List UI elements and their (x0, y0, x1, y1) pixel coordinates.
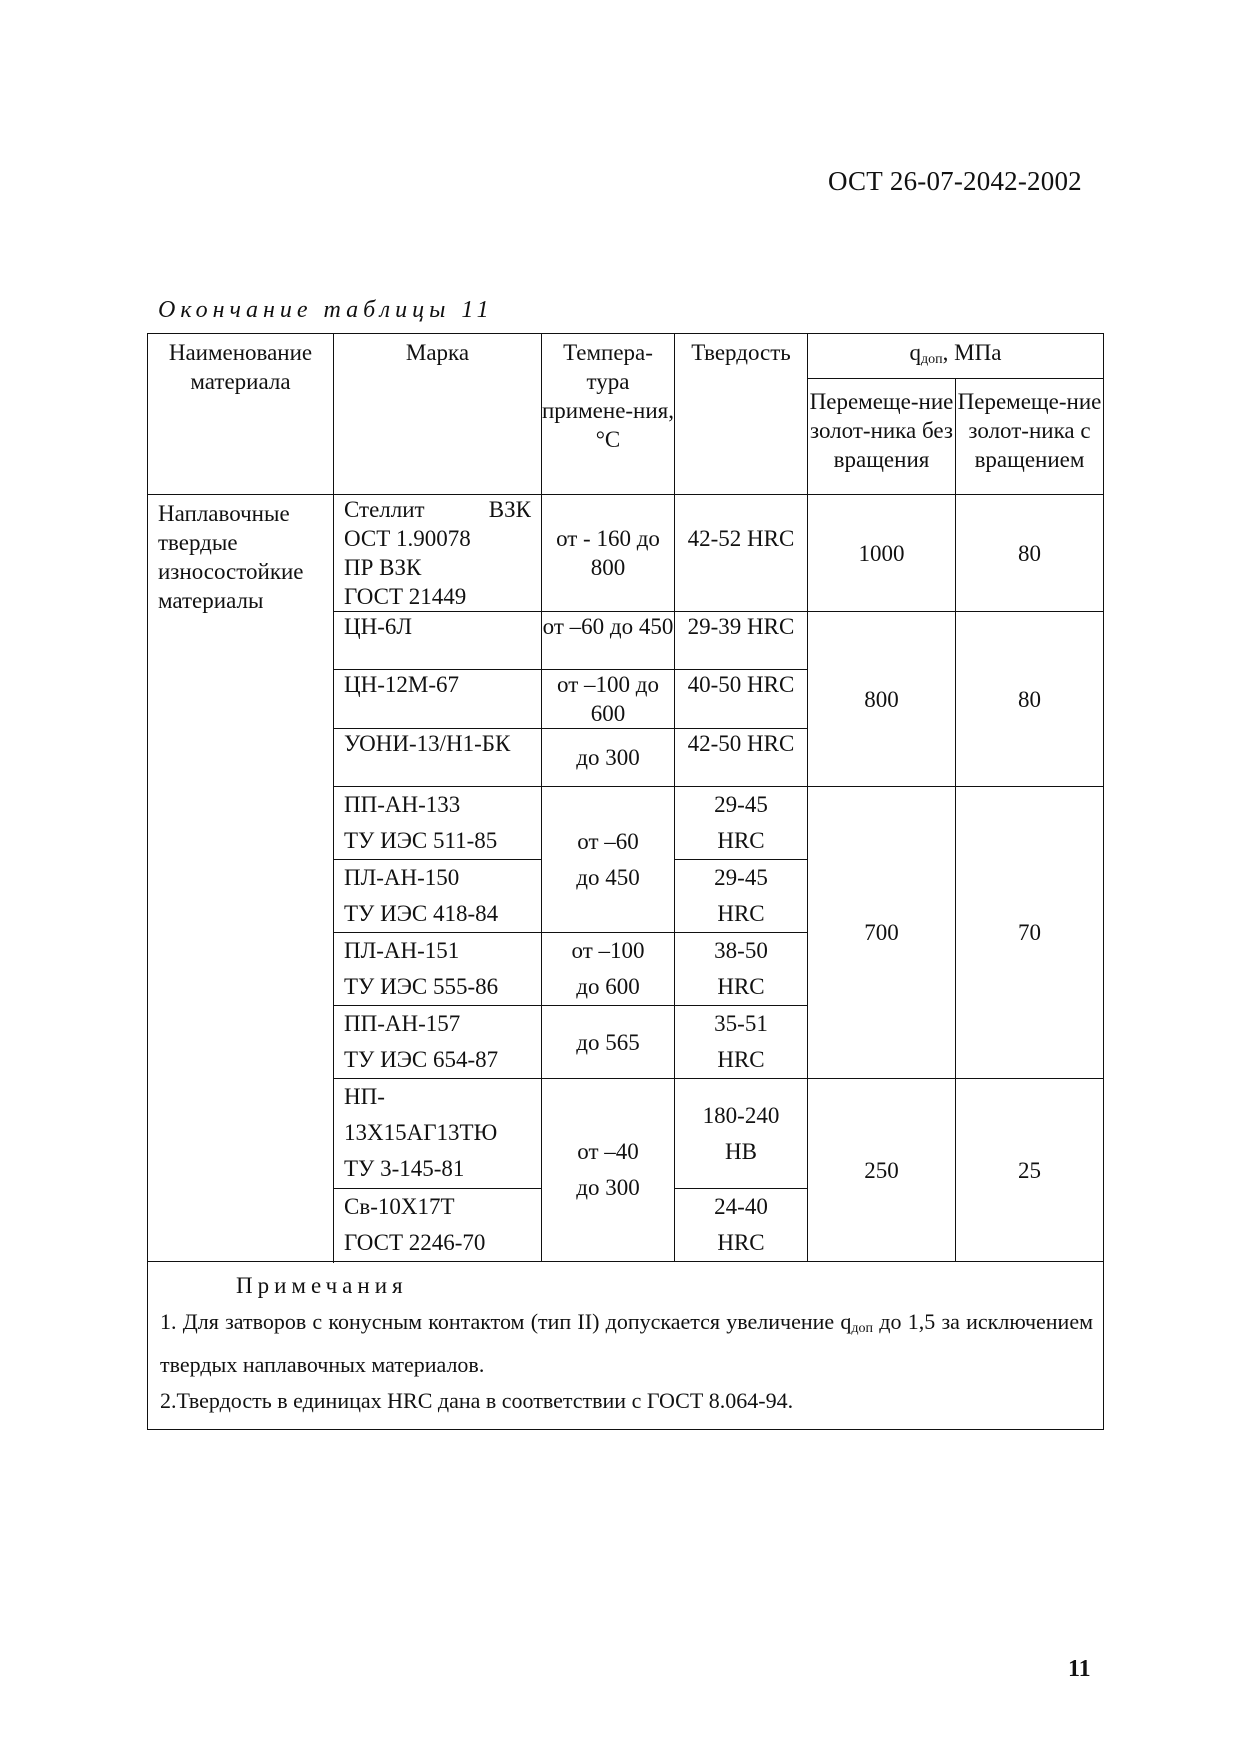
q-rotation-group3: 70 (1018, 920, 1041, 945)
q-no-rotation-group3: 700 (864, 920, 899, 945)
mark-sv10-standard: ГОСТ 2246-70 (344, 1230, 486, 1255)
hardness-cell-cn12 (675, 670, 808, 729)
hardness-sv10-unit: HRC (717, 1230, 765, 1255)
temp-cell-stellit (542, 495, 675, 612)
mark-cell-pp133 (334, 787, 542, 860)
header-mark-text: Марка (405, 340, 470, 365)
mark-stellit-standard: ОСТ 1.90078 (344, 526, 471, 551)
hardness-cell-pl150 (675, 860, 808, 933)
q-no-rotation-cell-group4 (808, 1079, 956, 1262)
mark-cell-sv10 (334, 1189, 542, 1262)
temp-cell-pp157 (542, 1006, 675, 1079)
hardness-pl150-value: 29-45 (714, 865, 768, 890)
mark-cell-stellit (334, 495, 542, 612)
notes-title: Примечания (236, 1273, 408, 1298)
q-rotation-cell-group2 (956, 612, 1104, 787)
mark-sv10: Св-10Х17Т (344, 1194, 455, 1219)
temp-cell-group3 (542, 787, 675, 933)
mark-pl151: ПЛ-АН-151 (344, 938, 460, 963)
mark-np13-prefix: НП- (344, 1084, 385, 1109)
temp-stellit: от - 160 до 800 (556, 526, 660, 580)
temp-pp157: до 565 (576, 1029, 640, 1055)
hardness-cell-uoni (675, 729, 808, 787)
hardness-pl150-unit: HRC (717, 901, 765, 926)
header-q-rotation-text: Перемеще-ние золот-ника с вращением (957, 389, 1102, 472)
q-unit: , МПа (942, 340, 1002, 365)
temp-cell-uoni (542, 729, 675, 787)
hardness-cn12: 40-50 HRC (687, 672, 795, 697)
temp-group4-to: до 300 (576, 1175, 640, 1200)
note-1-text-end: до 1,5 за исключением твердых наплавочных материалов. (160, 1309, 1094, 1377)
header-row (148, 334, 1104, 379)
table-caption: Окончание таблицы 11 (158, 297, 494, 323)
temp-cn6l: от –60 до 450 (542, 614, 674, 639)
temp-cell-cn12 (542, 670, 675, 729)
mark-pp133-standard: ТУ ИЭС 511-85 (344, 828, 498, 853)
hardness-cell-pp157 (675, 1006, 808, 1079)
hardness-stellit: 42-52 HRC (687, 526, 795, 551)
header-mark (334, 334, 542, 495)
q-rotation-cell-group4 (956, 1079, 1104, 1262)
q-rotation-stellit: 80 (1018, 540, 1041, 566)
mark-stellit-name: Стеллит (344, 497, 425, 522)
materials-table (147, 333, 1104, 1430)
note-1 (160, 1304, 1093, 1383)
q-symbol: q (909, 340, 922, 365)
q-rotation-group2: 80 (1018, 686, 1041, 712)
notes-cell (148, 1262, 1104, 1430)
q-no-rotation-group4: 250 (864, 1157, 899, 1183)
note-1-text-start: 1. Для затворов с конусным контактом (тип II) допускается увеличение q (160, 1309, 852, 1334)
mark-np13: 13Х15АГ13ТЮ (344, 1120, 498, 1145)
header-temp (542, 334, 675, 495)
hardness-np13-unit: НВ (725, 1138, 757, 1164)
note-2: 2.Твердость в единицах HRC дана в соответствии с ГОСТ 8.064-94. (160, 1388, 794, 1413)
mark-stellit-line3: ПР ВЗК (344, 555, 422, 580)
temp-group4-from: от –40 (577, 1139, 639, 1164)
document-code: ОСТ 26-07-2042-2002 (828, 166, 1082, 196)
hardness-pp157-unit: HRC (717, 1047, 765, 1072)
temp-cell-cn6l (542, 612, 675, 670)
hardness-pp133-unit: HRC (717, 828, 765, 853)
mark-stellit-line4: ГОСТ 21449 (344, 584, 467, 609)
temp-group3-to: до 450 (576, 864, 640, 890)
hardness-cell-np13 (675, 1079, 808, 1189)
page-number: 11 (1068, 1656, 1091, 1682)
temp-pl151-from: от –100 (571, 938, 645, 963)
hardness-pl151-unit: HRC (717, 974, 765, 999)
header-q-no-rotation-text: Перемеще-ние золот-ника без вращения (809, 389, 954, 472)
mark-np13-standard: ТУ 3-145-81 (344, 1156, 465, 1181)
mark-cn12: ЦН-12М-67 (344, 672, 459, 697)
q-rotation-cell-stellit (956, 495, 1104, 612)
q-no-rotation-stellit: 1000 (858, 540, 905, 566)
mark-cn6l: ЦН-6Л (344, 614, 412, 639)
material-name-cell (148, 495, 334, 1262)
mark-stellit-line1 (344, 495, 531, 524)
hardness-uoni: 42-50 HRC (687, 731, 795, 756)
hardness-cell-sv10 (675, 1189, 808, 1262)
temp-cn12: от –100 до 600 (557, 672, 659, 726)
hardness-pp157-value: 35-51 (714, 1011, 768, 1036)
table-row (148, 495, 1104, 612)
note-1-subscript: доп (851, 1321, 874, 1336)
temp-pl151-to: до 600 (576, 974, 640, 999)
header-material-text: Наименование материала (168, 340, 313, 394)
notes-row (148, 1262, 1104, 1430)
temp-group3-from: от –60 (577, 828, 639, 854)
header-hardness-text: Твердость (691, 340, 791, 365)
q-no-rotation-group2: 800 (864, 686, 899, 712)
mark-pp133: ПП-АН-133 (344, 792, 461, 817)
material-name: Наплавочные твердые износостойкие материалы (158, 501, 304, 613)
q-no-rotation-cell-stellit (808, 495, 956, 612)
mark-pp157: ПП-АН-157 (344, 1011, 461, 1036)
header-material (148, 334, 334, 495)
mark-cell-cn6l (334, 612, 542, 670)
temp-cell-pl151 (542, 933, 675, 1006)
mark-pl150: ПЛ-АН-150 (344, 865, 460, 890)
mark-cell-np13 (334, 1079, 542, 1189)
mark-cell-pp157 (334, 1006, 542, 1079)
temp-uoni: до 300 (576, 745, 640, 770)
mark-pl150-standard: ТУ ИЭС 418-84 (344, 901, 499, 926)
mark-cell-pl150 (334, 860, 542, 933)
mark-cell-pl151 (334, 933, 542, 1006)
mark-cell-cn12 (334, 670, 542, 729)
header-q-rotation (956, 379, 1104, 495)
q-no-rotation-cell-group3 (808, 787, 956, 1079)
mark-stellit-grade: ВЗК (488, 497, 531, 522)
hardness-cell-cn6l (675, 612, 808, 670)
mark-cell-uoni (334, 729, 542, 787)
hardness-cell-stellit (675, 495, 808, 612)
q-rotation-cell-group3 (956, 787, 1104, 1079)
q-no-rotation-cell-group2 (808, 612, 956, 787)
hardness-np13-value: 180-240 (702, 1102, 780, 1128)
mark-pl151-standard: ТУ ИЭС 555-86 (344, 974, 499, 999)
header-temp-text: Темпера-тура примене-ния, °С (542, 340, 675, 452)
hardness-pl151-value: 38-50 (714, 938, 768, 963)
q-rotation-group4: 25 (1018, 1157, 1041, 1183)
header-hardness (675, 334, 808, 495)
hardness-cell-pp133 (675, 787, 808, 860)
mark-uoni: УОНИ-13/Н1-БК (344, 731, 511, 756)
hardness-cell-pl151 (675, 933, 808, 1006)
hardness-sv10-value: 24-40 (714, 1194, 768, 1219)
q-subscript: доп (921, 352, 943, 367)
header-q-allowed (808, 334, 1104, 379)
temp-cell-group4 (542, 1079, 675, 1262)
mark-pp157-standard: ТУ ИЭС 654-87 (344, 1047, 499, 1072)
header-q-no-rotation (808, 379, 956, 495)
hardness-cn6l: 29-39 HRC (687, 614, 795, 639)
hardness-pp133-value: 29-45 (714, 792, 768, 817)
